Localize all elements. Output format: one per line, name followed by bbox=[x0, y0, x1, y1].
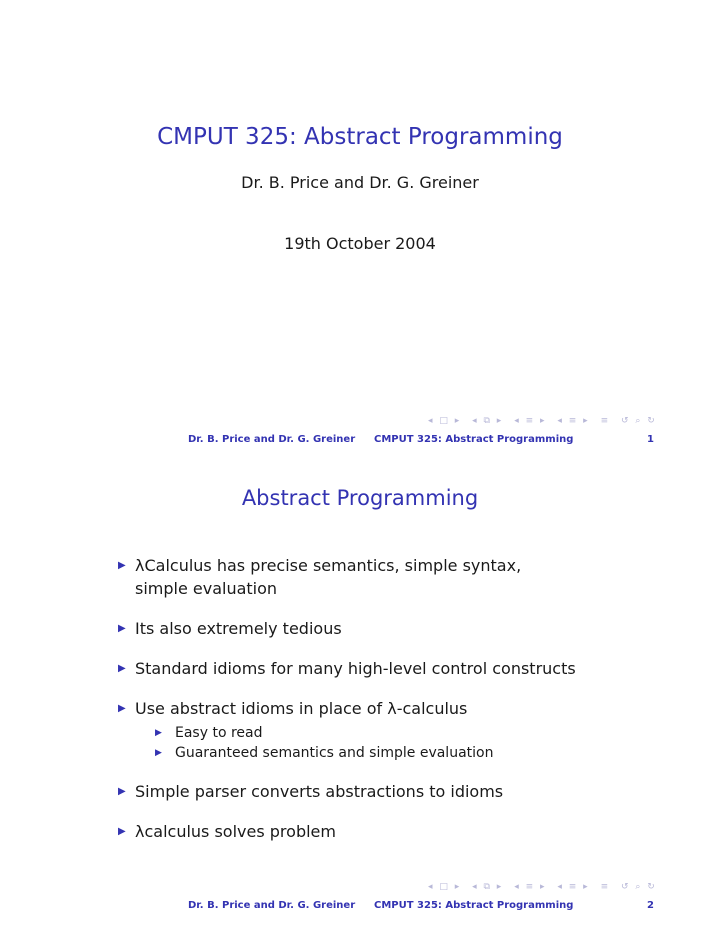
nav-align-icon[interactable]: ≡ bbox=[600, 416, 611, 426]
sub-list-item bbox=[155, 723, 578, 743]
nav-appendix-icon[interactable]: ◂ ≡ ▸ bbox=[557, 882, 590, 892]
slide-footer bbox=[0, 900, 720, 914]
footer-author: Dr. B. Price and Dr. G. Greiner bbox=[188, 434, 356, 445]
nav-appendix-icon[interactable]: ◂ ≡ ▸ bbox=[557, 416, 590, 426]
list-item bbox=[118, 820, 578, 843]
footer-author: Dr. B. Price and Dr. G. Greiner bbox=[188, 900, 356, 911]
navigation-bar bbox=[428, 882, 663, 892]
slide-date: 19th October 2004 bbox=[284, 234, 436, 253]
triangle-right-icon: ▶ bbox=[118, 560, 126, 571]
footer-page-number: 1 bbox=[647, 434, 654, 445]
footer-title: CMPUT 325: Abstract Programming bbox=[374, 434, 574, 445]
nav-align-icon[interactable]: ≡ bbox=[600, 882, 611, 892]
nav-subsection-icon[interactable]: ◂ ⧉ ▸ bbox=[472, 416, 504, 426]
nav-section-icon[interactable]: ◂ ≡ ▸ bbox=[514, 416, 547, 426]
triangle-right-icon: ▶ bbox=[118, 623, 126, 634]
slide-authors: Dr. B. Price and Dr. G. Greiner bbox=[241, 173, 479, 192]
triangle-right-icon: ▶ bbox=[118, 826, 126, 837]
list-item-text: λcalculus solves problem bbox=[135, 822, 336, 841]
footer-page-number: 2 bbox=[647, 900, 654, 911]
triangle-right-icon: ▶ bbox=[118, 703, 126, 714]
list-item-text: Standard idioms for many high-level control constructs bbox=[135, 659, 576, 678]
bullet-list bbox=[118, 554, 578, 860]
nav-subsection-icon[interactable]: ◂ ⧉ ▸ bbox=[472, 882, 504, 892]
sub-list-item-text: Guaranteed semantics and simple evaluation bbox=[175, 745, 494, 761]
list-item bbox=[118, 657, 578, 680]
sub-list-item-text: Easy to read bbox=[175, 725, 263, 741]
slide-title: CMPUT 325: Abstract Programming bbox=[157, 124, 563, 150]
sub-list-item bbox=[155, 743, 578, 763]
list-item-text: Simple parser converts abstractions to idioms bbox=[135, 782, 504, 801]
triangle-right-icon: ▶ bbox=[118, 786, 126, 797]
triangle-right-icon: ▶ bbox=[155, 728, 162, 738]
nav-frame-icon[interactable]: ◂ □ ▸ bbox=[428, 882, 462, 892]
triangle-right-icon: ▶ bbox=[118, 663, 126, 674]
slide-footer bbox=[0, 434, 720, 448]
nav-section-icon[interactable]: ◂ ≡ ▸ bbox=[514, 882, 547, 892]
sub-bullet-list bbox=[135, 723, 578, 763]
nav-search-icon[interactable]: ↺ ⌕ ↻ bbox=[621, 882, 657, 892]
list-item bbox=[118, 697, 578, 763]
list-item-text: Its also extremely tedious bbox=[135, 619, 342, 638]
triangle-right-icon: ▶ bbox=[155, 748, 162, 758]
list-item bbox=[118, 554, 578, 600]
list-item bbox=[118, 780, 578, 803]
nav-frame-icon[interactable]: ◂ □ ▸ bbox=[428, 416, 462, 426]
navigation-bar bbox=[428, 416, 663, 426]
slide-2 bbox=[0, 466, 720, 932]
list-item-text: λCalculus has precise semantics, simple syntax, simple evaluation bbox=[135, 556, 522, 598]
nav-search-icon[interactable]: ↺ ⌕ ↻ bbox=[621, 416, 657, 426]
frame-title: Abstract Programming bbox=[241, 486, 479, 510]
list-item-text: Use abstract idioms in place of λ-calculus bbox=[135, 699, 468, 718]
list-item bbox=[118, 617, 578, 640]
footer-title: CMPUT 325: Abstract Programming bbox=[374, 900, 574, 911]
